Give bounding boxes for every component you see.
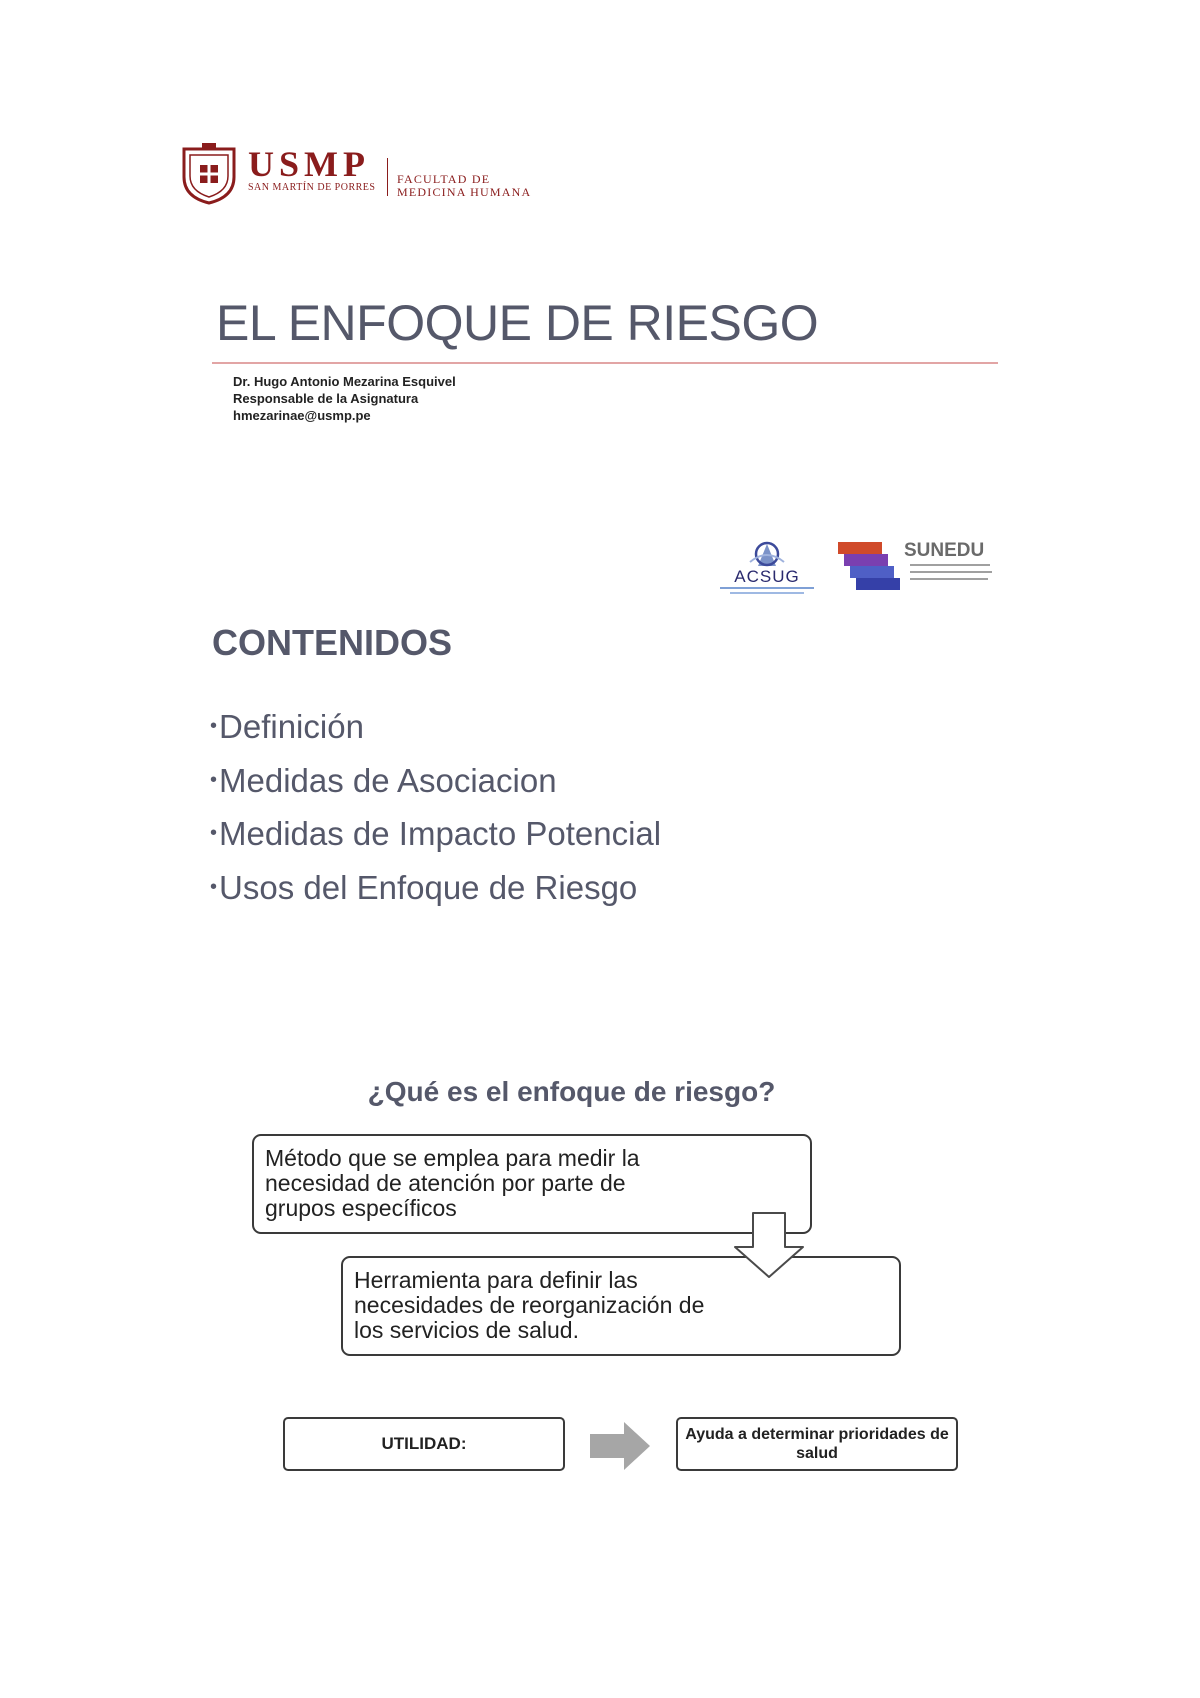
svg-text:ACSUG: ACSUG	[734, 567, 800, 586]
utility-label: UTILIDAD:	[381, 1434, 467, 1453]
contents-item-label: Usos del Enfoque de Riesgo	[219, 868, 638, 906]
logo-separator	[387, 158, 388, 196]
contents-item-label: Definición	[219, 708, 364, 745]
list-item	[210, 807, 661, 861]
utility-result: Ayuda a determinar prioridades de salud	[685, 1426, 949, 1462]
title-divider	[212, 362, 998, 364]
svg-text:SUNEDU: SUNEDU	[904, 540, 985, 561]
definition-box-2	[341, 1256, 901, 1356]
arrow-right-icon	[590, 1420, 652, 1472]
definition-box-1-text: Método que se emplea para medir la necesidad de atención por parte de grupos específicos	[265, 1145, 640, 1221]
acsug-logo-icon	[712, 538, 822, 600]
author-role: Responsable de la Asignatura	[233, 391, 419, 406]
bullet-dot: •	[210, 768, 218, 791]
faculty-line-2: MEDICINA HUMANA	[397, 185, 532, 199]
contents-item-label: Medidas de Asociacion	[219, 761, 557, 799]
bullet-dot: •	[210, 715, 218, 737]
sunedu-logo-icon	[838, 540, 998, 600]
university-crest-icon	[180, 143, 238, 205]
bullet-dot: •	[210, 875, 218, 898]
list-item	[210, 700, 661, 754]
faculty-line-1: FACULTAD DE	[397, 172, 491, 186]
author-name: Dr. Hugo Antonio Mezarina Esquivel	[233, 374, 456, 389]
bullet-dot: •	[210, 822, 218, 844]
list-item	[210, 861, 661, 915]
logo-name: USMP	[248, 144, 370, 184]
utility-label-box	[283, 1417, 565, 1471]
contents-item-label: Medidas de Impacto Potencial	[219, 815, 662, 852]
contents-list	[210, 700, 661, 914]
page-title: EL ENFOQUE DE RIESGO	[216, 295, 819, 351]
contents-heading: CONTENIDOS	[212, 622, 453, 663]
definition-question: ¿Qué es el enfoque de riesgo?	[367, 1076, 776, 1107]
arrow-down-icon	[732, 1211, 806, 1279]
author-email: hmezarinae@usmp.pe	[233, 408, 371, 423]
logo-subtitle: SAN MARTÍN DE PORRES	[248, 182, 376, 193]
definition-box-2-text: Herramienta para definir las necesidades de reorganización de los servicios de salud.	[354, 1267, 705, 1343]
definition-box-1	[252, 1134, 812, 1234]
list-item	[210, 754, 661, 808]
utility-result-box	[676, 1417, 958, 1471]
